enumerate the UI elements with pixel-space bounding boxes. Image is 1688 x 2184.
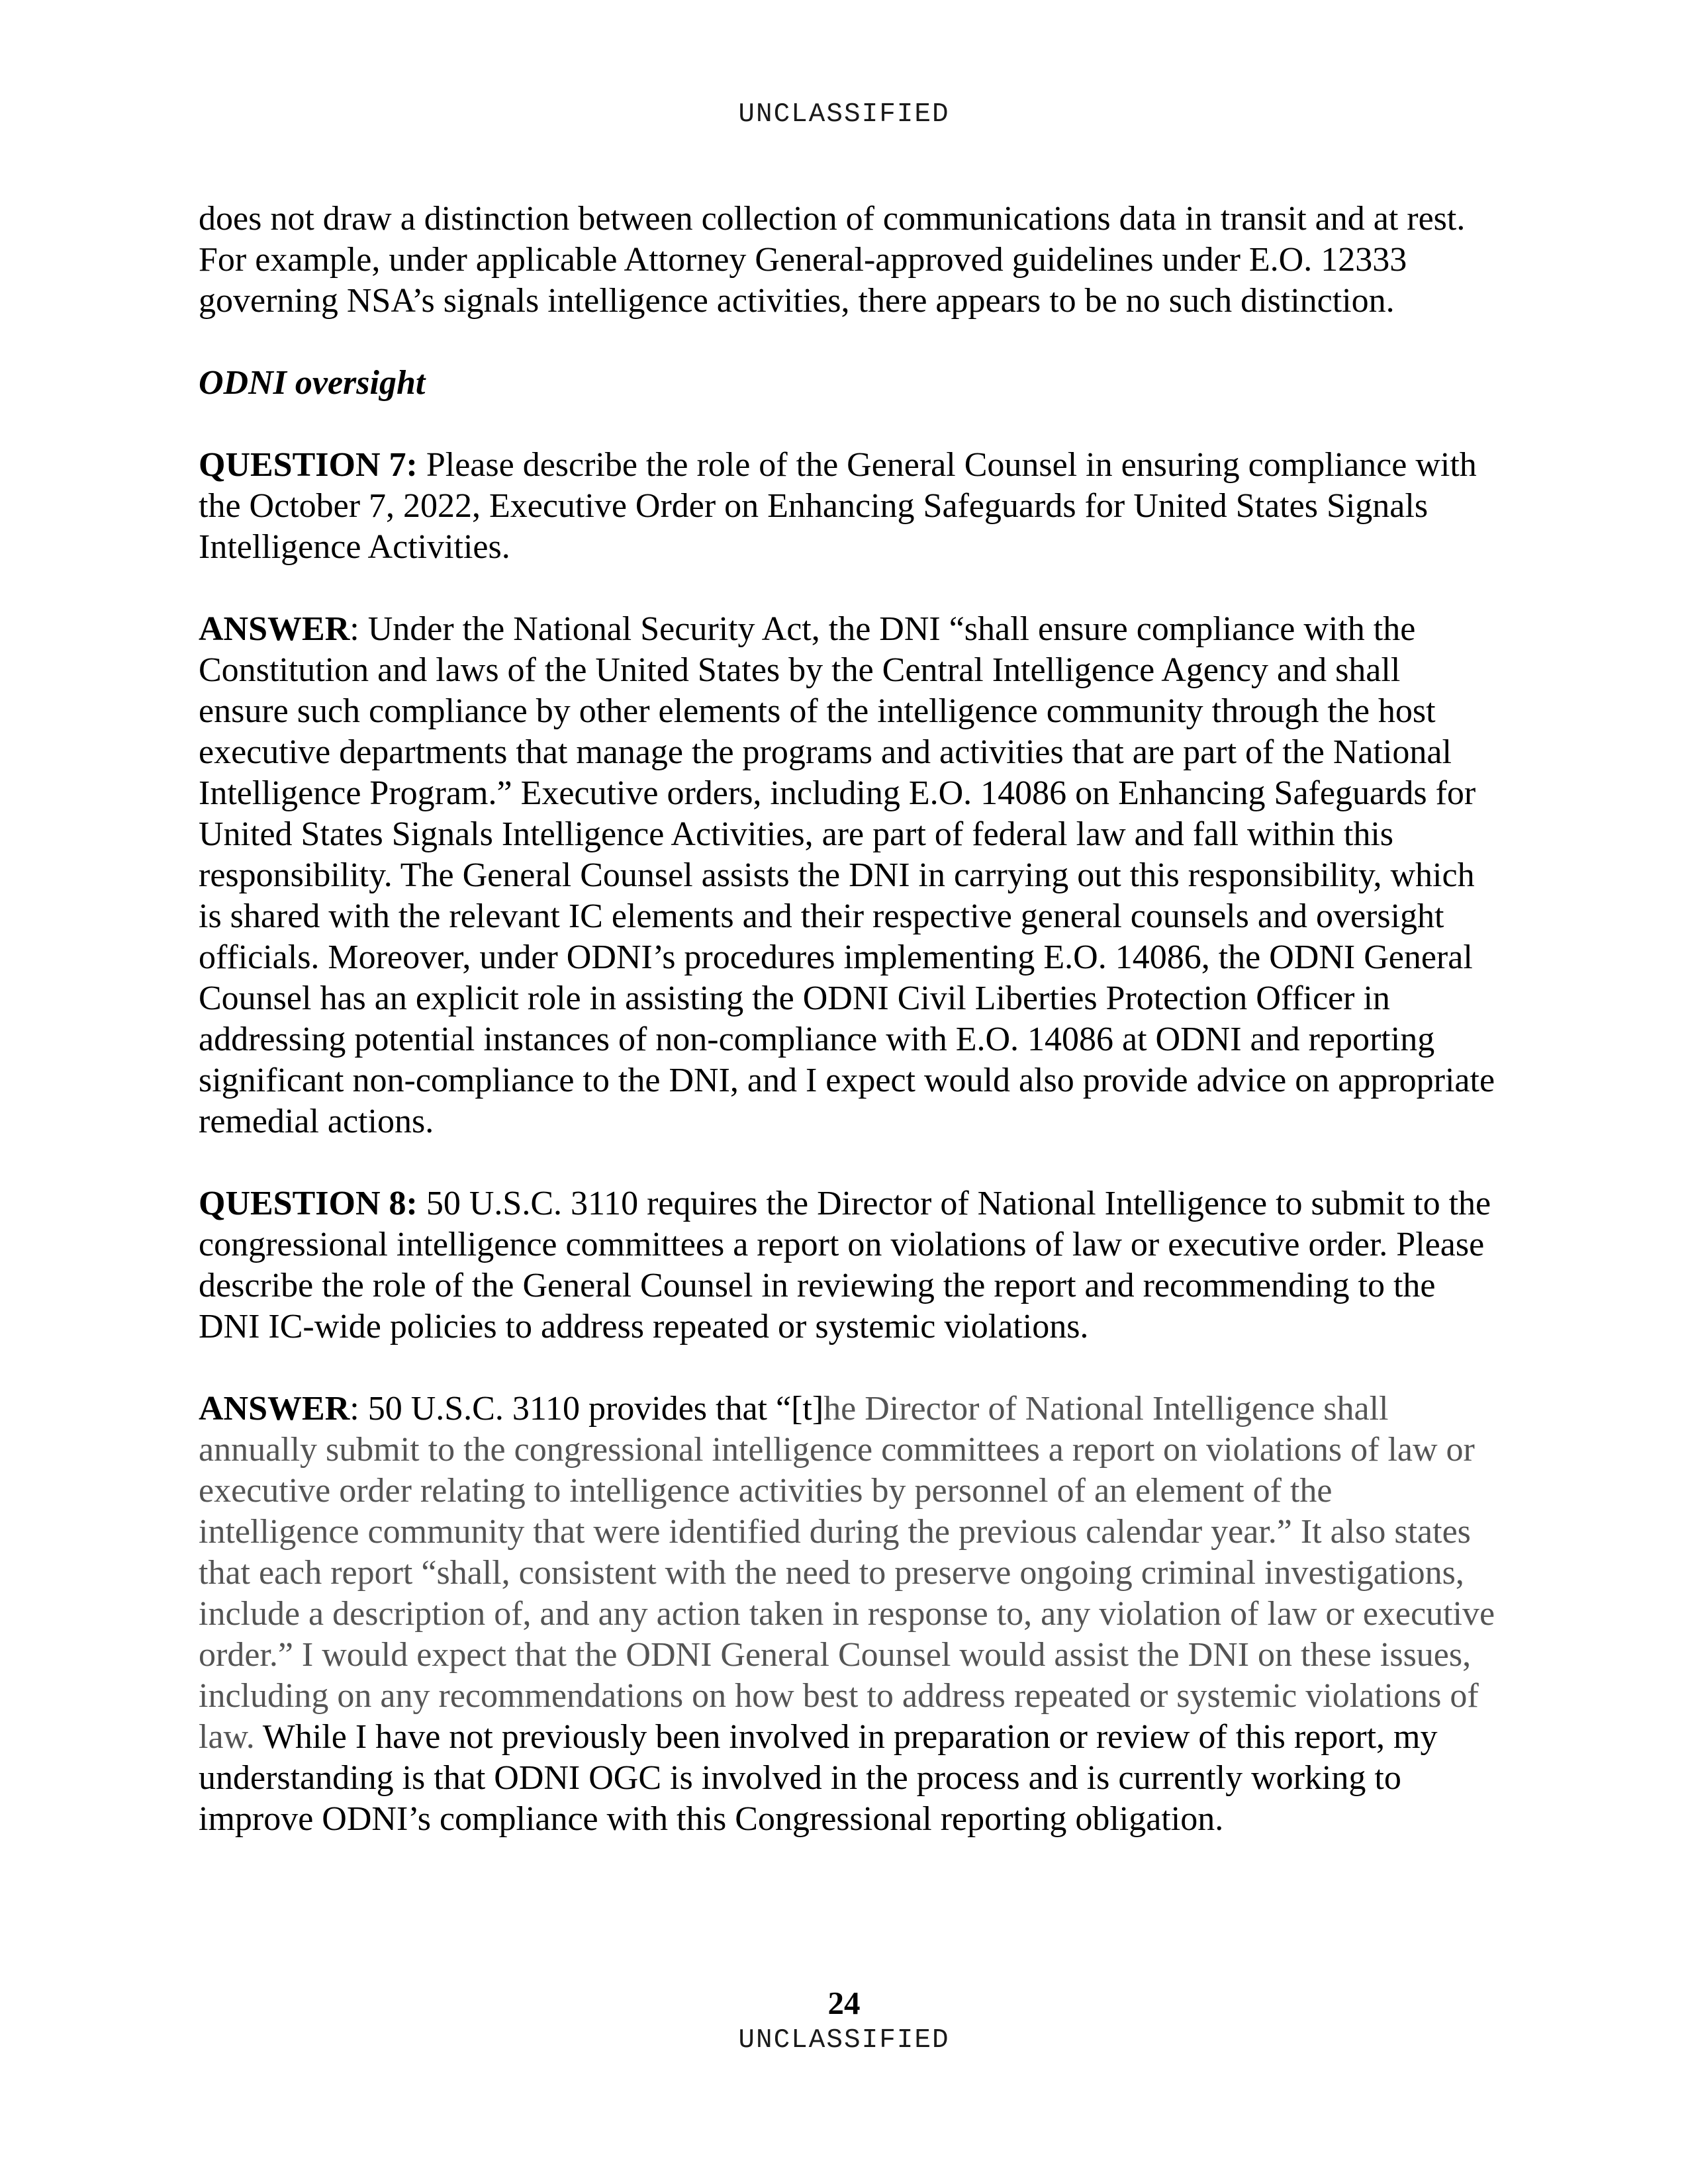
question-7-text: Please describe the role of the General Counsel in ensuring compliance with the October 7, 2022, Executive Order on Enhancing Safeguards for United States Signals Intelligence Activities. — [199, 446, 1477, 566]
classification-marking-bottom: UNCLASSIFIED — [738, 2025, 950, 2056]
answer-8-label: ANSWER — [199, 1390, 350, 1428]
answer-7-label: ANSWER — [199, 610, 350, 648]
answer-8-quoted: he Director of National Intelligence shall annually submit to the congressional intelligence committees a report on violations of law or executive order relating to intelligence activities by personnel of an element of the intelligence community that were identified during the previous calendar year.” It also states that each report “shall, consistent with the need to preserve ongoing criminal investigations, include a description of, and any action taken in response to, any violation of law or executive order.” I would expect that the ODNI General Counsel would assist the DNI on these issues, including on any recommendations on how best to address repeated or systemic violations of law. — [199, 1390, 1495, 1756]
answer-7-text: : Under the National Security Act, the DNI “shall ensure compliance with the Constitution and laws of the United States by the Central Intelligence Agency and shall ensure such compliance by other elements of the intelligence community through the host executive departments that manage the programs and activities that are part of the National Intelligence Program.” Executive orders, including E.O. 14086 on Enhancing Safeguards for United States Signals Intelligence Activities, are part of federal law and fall within this responsibility. The General Counsel assists the DNI in carrying out this responsibility, which is shared with the relevant IC elements and their respective general counsels and oversight officials. Moreover, under ODNI’s procedures implementing E.O. 14086, the ODNI General Counsel has an explicit role in assisting the ODNI Civil Liberties Protection Officer in addressing potential instances of non-compliance with E.O. 14086 at ODNI and reporting significant non-compliance to the DNI, and I expect would also provide advice on appropriate remedial actions. — [199, 610, 1495, 1140]
question-8-paragraph — [199, 1183, 1496, 1347]
question-7-paragraph — [199, 445, 1496, 568]
answer-7-paragraph — [199, 609, 1496, 1142]
section-heading: ODNI oversight — [199, 364, 426, 402]
answer-8-lead: : 50 U.S.C. 3110 provides that “[t] — [350, 1390, 824, 1428]
question-8-label: QUESTION 8: — [199, 1185, 418, 1222]
document-body — [199, 199, 1496, 1881]
classification-marking-top: UNCLASSIFIED — [738, 99, 950, 130]
answer-8-paragraph — [199, 1388, 1496, 1840]
question-7-label: QUESTION 7: — [199, 446, 418, 484]
answer-8-tail: While I have not previously been involved in preparation or review of this report, my understanding is that ODNI OGC is involved in the process and is currently working to improve ODNI’s compliance with this Congressional reporting obligation. — [199, 1718, 1438, 1838]
question-8-text: 50 U.S.C. 3110 requires the Director of National Intelligence to submit to the congressional intelligence committees a report on violations of law or executive order. Please describe the role of the General Counsel in reviewing the report and recommending to the DNI IC-wide policies to address repeated or systemic violations. — [199, 1185, 1491, 1345]
page-number: 24 — [827, 1985, 861, 2021]
continuation-paragraph: does not draw a distinction between collection of communications data in transit and at rest. For example, under applicable Attorney General-approved guidelines under E.O. 12333 governing NSA’s signals intelligence activities, there appears to be no such distinction. — [199, 200, 1466, 320]
